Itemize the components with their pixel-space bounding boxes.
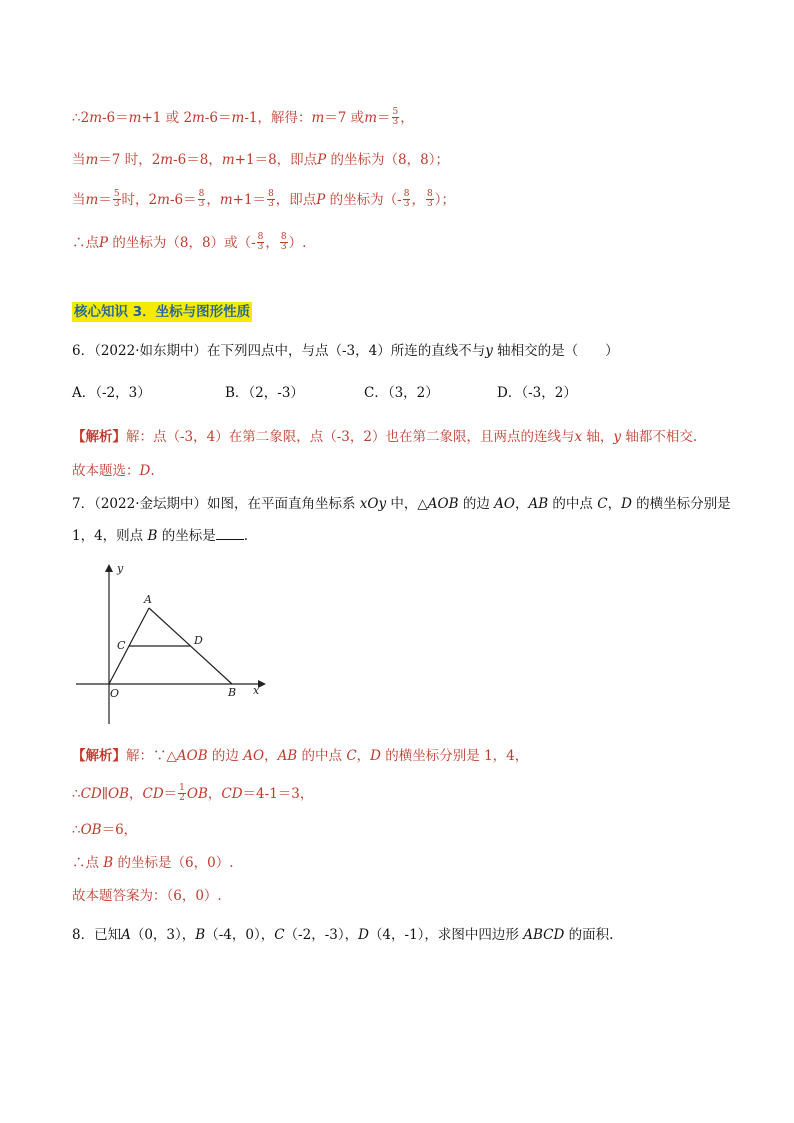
label-x: x xyxy=(253,684,260,697)
q6-answer: 故本题选：D. xyxy=(72,463,155,479)
solution-line-4: ∴点P 的坐标为（8，8）或（- $\frac{8}{3}$ ， $\frac{8}{3}$ ）. xyxy=(72,232,307,252)
analysis-tag: 【解析】 xyxy=(72,748,126,764)
q6-option-d: D．（-3，2） xyxy=(497,385,577,401)
q7-stem-line-1: 7．（2022·金坛期中）如图，在平面直角坐标系 xOy 中，△AOB 的边 AO，AB 的中点 C，D 的横坐标分别是 xyxy=(72,496,731,512)
fraction-8-3: $\frac{8}{3}$ xyxy=(403,189,410,209)
q6-option-a: A．（-2，3） xyxy=(72,385,151,401)
q7-analysis-line-2: ∴CD∥OB，CD＝ $\frac{1}{2}$ OB，CD＝4-1＝3， xyxy=(72,783,314,803)
label-o: O xyxy=(110,687,120,700)
y-axis-arrow-icon xyxy=(105,564,113,572)
q7-analysis-line-4: ∴点 B 的坐标是（6，0）. xyxy=(72,855,234,871)
label-a: A xyxy=(144,593,152,606)
q6-option-c: C．（3，2） xyxy=(364,385,439,401)
fraction-5-3: $\frac{5}{3}$ xyxy=(113,189,120,209)
solution-line-1: ∴2m-6＝m+1 或 2m-6＝m-1，解得：m＝7 或m＝ $\frac{5}{3}$ ， xyxy=(72,107,414,127)
q6-analysis: 【解析】解：点（-3，4）在第二象限，点（-3，2）也在第二象限，且两点的连线与x 轴，y 轴都不相交. xyxy=(72,429,698,445)
fraction-1-2: $\frac{1}{2}$ xyxy=(179,783,185,803)
label-b: B xyxy=(228,686,237,699)
label-d: D xyxy=(194,634,203,647)
q7-analysis-line-3: ∴OB＝6， xyxy=(72,822,138,838)
q6-option-b: B．（2，-3） xyxy=(225,385,304,401)
answer-blank xyxy=(216,527,244,540)
q8-stem: 8．已知A（0，3），B（-4，0），C（-2，-3），D（4，-1），求图中四边形 ABCD 的面积. xyxy=(72,927,614,943)
fraction-5-3: $\frac{5}{3}$ xyxy=(392,107,399,127)
analysis-tag: 【解析】 xyxy=(72,429,126,445)
solution-line-2: 当m＝7 时，2m-6＝8，m+1＝8，即点P 的坐标为（8，8）； xyxy=(72,152,449,168)
q7-analysis-line-1: 【解析】解：∵△AOB 的边 AO，AB 的中点 C，D 的横坐标分别是 1，4， xyxy=(72,748,529,764)
fraction-8-3: $\frac{8}{3}$ xyxy=(280,232,287,252)
q7-answer: 故本题答案为：（6，0）. xyxy=(72,888,222,904)
section-title: 核心知识 3．坐标与图形性质 xyxy=(74,304,251,320)
fraction-8-3: $\frac{8}{3}$ xyxy=(426,189,433,209)
label-y: y xyxy=(117,562,124,575)
fraction-8-3: $\frac{8}{3}$ xyxy=(198,189,205,209)
q6-stem: 6．（2022·如东期中）在下列四点中，与点（-3，4）所连的直线不与y 轴相交的是（ ） xyxy=(72,343,619,359)
label-c: C xyxy=(117,639,126,652)
coordinate-figure xyxy=(72,560,272,730)
q7-stem-line-2: 1，4，则点 B 的坐标是 . xyxy=(72,528,248,544)
fraction-8-3: $\frac{8}{3}$ xyxy=(268,189,274,209)
fraction-8-3: $\frac{8}{3}$ xyxy=(257,232,264,252)
solution-line-3: 当m＝ $\frac{5}{3}$ 时，2m-6＝ $\frac{8}{3}$ ，m+1＝ $\frac{8}{3}$ ，即点P 的坐标为（- $\frac{8}{3}$ ， $\frac{8}{3}$ ）； xyxy=(72,189,455,209)
